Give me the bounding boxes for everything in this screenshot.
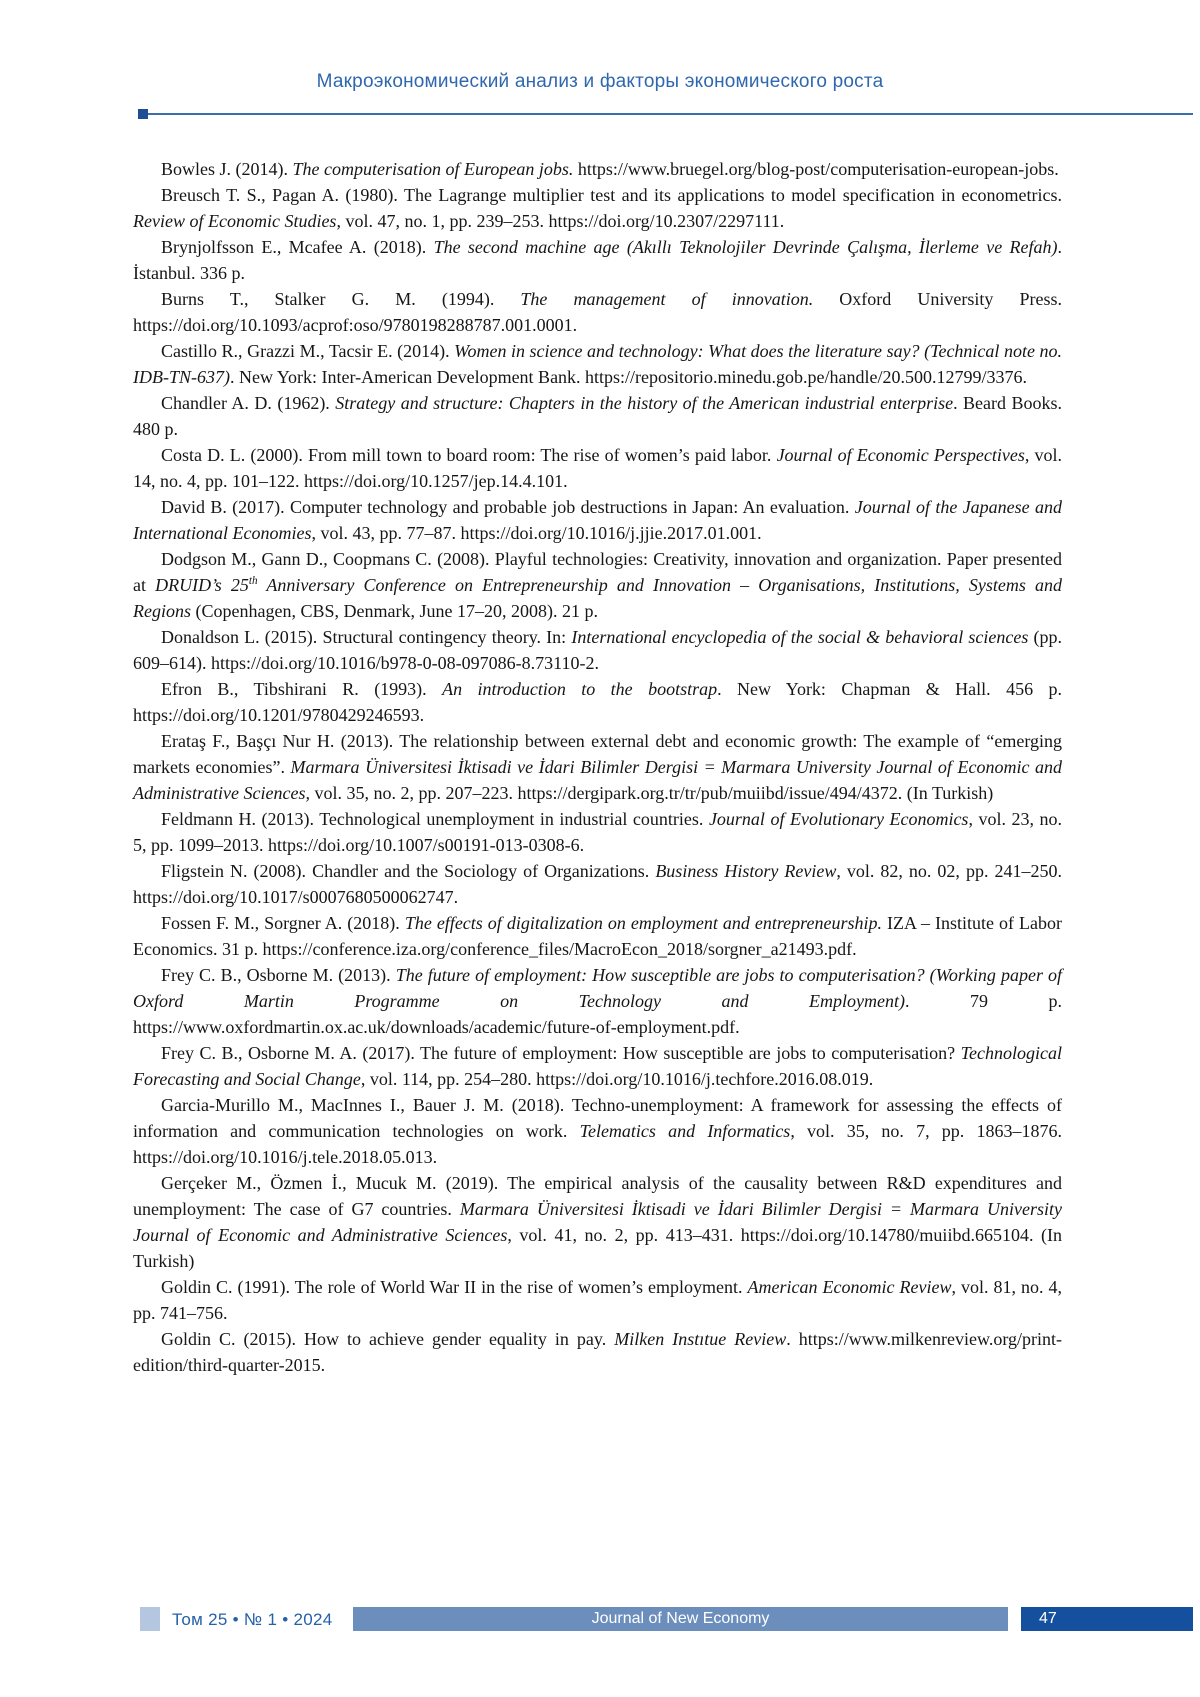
footer-volume-label: Том 25 • № 1 • 2024 [172,1610,333,1629]
reference-title-italic: th [248,575,258,587]
reference-text: Frey C. B., Osborne M. (2013). [161,965,396,985]
reference-text: , vol. 41, no. 2, pp. 413–431. https://doi.org/10.14780/muiibd.665104. (In Turkish) [133,1225,1062,1271]
reference-text: . 79 p. https://www.oxfordmartin.ox.ac.uk/downloads/academic/future-of-employment.pdf. [133,991,1062,1037]
reference-text: Breusch T. S., Pagan A. (1980). The Lagrange multiplier test and its applications to model specification in econometrics. [161,185,1062,205]
reference-text: Fossen F. M., Sorgner A. (2018). [161,913,405,933]
reference-item [133,1326,1062,1378]
reference-title-italic: Business History Review [655,861,837,881]
reference-item [133,1040,1062,1092]
reference-text: Costa D. L. (2000). From mill town to board room: The rise of women’s paid labor. [161,445,777,465]
reference-text: , vol. 81, no. 4, pp. 741–756. [133,1277,1062,1323]
reference-item [133,286,1062,338]
reference-text: . New York: Inter-American Development Bank. https://repositorio.minedu.gob.pe/handle/20.500.12799/3376. [230,367,1028,387]
reference-title-italic: Review of Economic Studies [133,211,337,231]
reference-text: , vol. 43, pp. 77–87. https://doi.org/10.1016/j.jjie.2017.01.001. [311,523,762,543]
reference-item [133,676,1062,728]
reference-title-italic: International encyclopedia of the social & behavioral sciences [571,627,1029,647]
reference-text: Brynjolfsson E., Mcafee A. (2018). [161,237,434,257]
reference-text: , vol. 82, no. 02, pp. 241–250. https://doi.org/10.1017/s0007680500062747. [133,861,1062,907]
reference-item [133,1092,1062,1170]
reference-title-italic: The effects of digitalization on employment and entrepreneurship. [404,913,882,933]
reference-text: Feldmann H. (2013). Technological unemployment in industrial countries. [161,809,709,829]
reference-title-italic: The computerisation of European jobs. [292,159,574,179]
header-rule-marker [138,109,148,119]
reference-text: Fligstein N. (2008). Chandler and the Sociology of Organizations. [161,861,656,881]
reference-text: Dodgson M., Gann D., Coopmans C. (2008). Playful technologies: Creativity, innovation and organization. Paper presented at [133,549,1062,595]
references-list [133,156,1062,1378]
reference-text: Efron B., Tibshirani R. (1993). [161,679,443,699]
reference-text: Bowles J. (2014). [161,159,293,179]
reference-title-italic: Journal of the Japanese and International Economies [133,497,1062,543]
reference-item [133,390,1062,442]
reference-item [133,234,1062,286]
reference-text: . https://www.milkenreview.org/print-edition/third-quarter-2015. [133,1329,1063,1375]
reference-title-italic: An introduction to the bootstrap [442,679,718,699]
reference-title-italic: DRUID’s 25 [155,575,249,595]
reference-item [133,546,1062,624]
reference-text: , vol. 14, no. 4, pp. 101–122. https://doi.org/10.1257/jep.14.4.101. [133,445,1062,491]
reference-text: Gerçeker M., Özmen İ., Mucuk M. (2019). The empirical analysis of the causality between R&D expenditures and unemployment: The case of G7 countries. [133,1173,1062,1219]
reference-title-italic: Journal of Evolutionary Economics [708,809,969,829]
header-rule [141,113,1193,115]
reference-title-italic: Telematics and Informatics [579,1121,791,1141]
reference-title-italic: Marmara Üniversitesi İktisadi ve İdari Bilimler Dergisi = Marmara University Journal of Economic and Administrative Sciences, [133,757,1062,803]
reference-text: . Beard Books. 480 p. [133,393,1062,439]
reference-item [133,1170,1062,1274]
reference-text: Garcia-Murillo M., MacInnes I., Bauer J. M. (2018). Techno-unemployment: A framework for assessing the effects of information and communication technologies on work. [133,1095,1062,1141]
reference-title-italic: The second machine age (Akıllı Teknolojiler Devrinde Çalışma, İlerleme ve Refah) [433,237,1058,257]
reference-title-italic: Strategy and structure: Chapters in the history of the American industrial enterprise [335,393,954,413]
reference-item [133,806,1062,858]
reference-item [133,728,1062,806]
reference-title-italic: The future of employment: How susceptible are jobs to computerisation? (Working paper of Oxford Martin Programme on Technology and Employment) [133,965,1062,1011]
reference-title-italic: The management of innovation. [520,289,814,309]
reference-text: Chandler A. D. (1962). [161,393,336,413]
reference-text: Burns T., Stalker G. M. (1994). [161,289,521,309]
reference-item [133,182,1062,234]
reference-item [133,858,1062,910]
reference-text: , vol. 35, no. 7, pp. 1863–1876. https://doi.org/10.1016/j.tele.2018.05.013. [133,1121,1062,1167]
reference-text: , vol. 23, no. 5, pp. 1099–2013. https://doi.org/10.1007/s00191-013-0308-6. [133,809,1062,855]
reference-item [133,156,1062,182]
footer-page-number: 47 [1021,1607,1193,1631]
reference-text: IZA – Institute of Labor Economics. 31 p. https://conference.iza.org/conference_files/MacroEcon_2018/sorgner_a21493.pdf. [133,913,1062,959]
reference-text: (Copenhagen, CBS, Denmark, June 17–20, 2008). 21 p. [191,601,598,621]
reference-text: David B. (2017). Computer technology and probable job destructions in Japan: An evaluation. [161,497,855,517]
footer-accent-square [140,1607,160,1631]
reference-text: https://www.bruegel.org/blog-post/computerisation-european-jobs. [573,159,1059,179]
running-head-section-title: Макроэкономический анализ и факторы экономического роста [316,71,884,92]
reference-text: Donaldson L. (2015). Structural contingency theory. In: [161,627,572,647]
reference-title-italic: Milken Instıtue Review [614,1329,787,1349]
reference-text: Erataş F., Başçı Nur H. (2013). The relationship between external debt and economic growth: The example of “emerging markets economies”. [133,731,1062,777]
reference-title-italic: Journal of Economic Perspectives [776,445,1025,465]
reference-text: , vol. 114, pp. 254–280. https://doi.org/10.1016/j.techfore.2016.08.019. [360,1069,874,1089]
reference-text: , vol. 47, no. 1, pp. 239–253. https://doi.org/10.2307/2297111. [336,211,785,231]
reference-item [133,338,1062,390]
reference-title-italic: Technological Forecasting and Social Change [133,1043,1062,1089]
reference-item [133,494,1062,546]
reference-title-italic: Women in science and technology: What does the literature say? (Technical note no. IDB-TN-637) [133,341,1062,387]
reference-text: . New York: Chapman & Hall. 456 p. https://doi.org/10.1201/9780429246593. [133,679,1062,725]
footer-journal-name-bar: Journal of New Economy [353,1607,1008,1631]
reference-text: Goldin C. (2015). How to achieve gender equality in pay. [161,1329,615,1349]
reference-text: . İstanbul. 336 p. [133,237,1062,283]
reference-item [133,962,1062,1040]
reference-title-italic: Anniversary Conference on Entrepreneurship and Innovation – Organisations, Institutions, Systems and Regions [133,575,1062,621]
reference-text: Goldin C. (1991). The role of World War II in the rise of women’s employment. [161,1277,748,1297]
reference-text: Frey C. B., Osborne M. A. (2017). The future of employment: How susceptible are jobs to computerisation? [161,1043,961,1063]
reference-title-italic: American Economic Review [747,1277,952,1297]
reference-title-italic: Marmara Üniversitesi İktisadi ve İdari Bilimler Dergisi = Marmara University Journal of Economic and Administrative Sciences [133,1199,1062,1245]
reference-text: Castillo R., Grazzi M., Tacsir E. (2014). [161,341,455,361]
reference-item [133,442,1062,494]
reference-text: Oxford University Press. https://doi.org/10.1093/acprof:oso/9780198288787.001.0001. [133,289,1062,335]
reference-text: (pp. 609–614). https://doi.org/10.1016/b978-0-08-097086-8.73110-2. [133,627,1062,673]
reference-item [133,624,1062,676]
reference-text: vol. 35, no. 2, pp. 207–223. https://dergipark.org.tr/tr/pub/muiibd/issue/494/4372. (In Turkish) [309,783,994,803]
reference-item [133,910,1062,962]
reference-item [133,1274,1062,1326]
